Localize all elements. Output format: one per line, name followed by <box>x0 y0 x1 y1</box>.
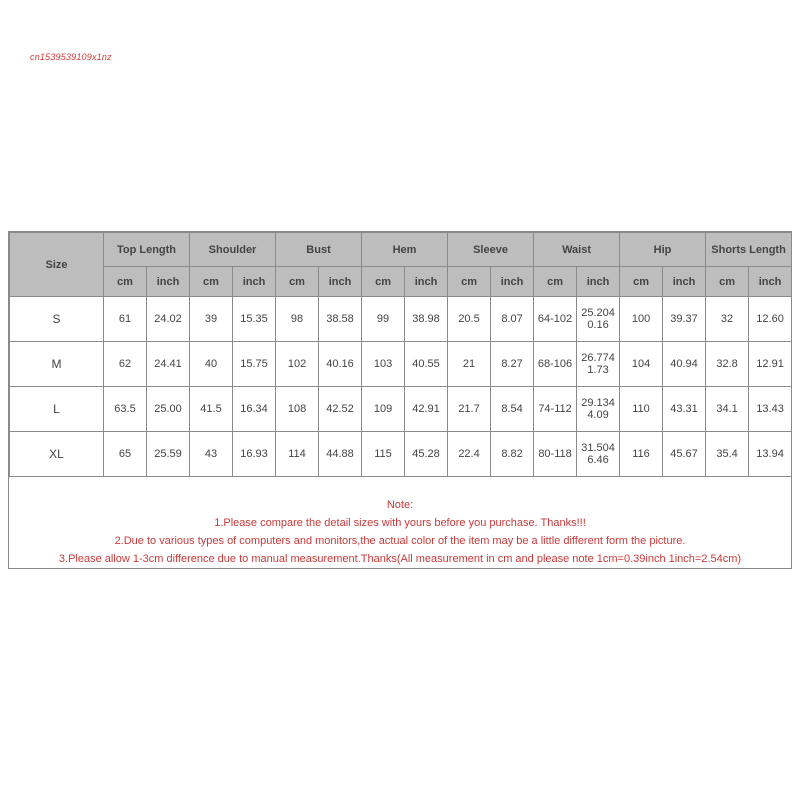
unit-cm: cm <box>448 267 491 297</box>
table-cell: 42.91 <box>405 387 448 432</box>
table-cell: 115 <box>362 432 405 477</box>
unit-inch: inch <box>491 267 534 297</box>
table-cell: 62 <box>104 342 147 387</box>
table-cell: 99 <box>362 297 405 342</box>
table-cell: 109 <box>362 387 405 432</box>
size-label: S <box>10 297 104 342</box>
column-bust: Bust <box>276 233 362 267</box>
table-cell: 8.54 <box>491 387 534 432</box>
table-cell: 15.35 <box>233 297 276 342</box>
notes-section <box>9 496 791 568</box>
note-line-1: 1.Please compare the detail sizes with yours before you purchase. Thanks!!! <box>214 517 586 529</box>
table-cell: 38.98 <box>405 297 448 342</box>
unit-cm: cm <box>534 267 577 297</box>
unit-cm: cm <box>362 267 405 297</box>
header-row <box>10 233 792 267</box>
table-cell: 80-118 <box>534 432 577 477</box>
column-top-length: Top Length <box>104 233 190 267</box>
size-header: Size <box>10 233 104 297</box>
table-cell: 8.27 <box>491 342 534 387</box>
table-cell: 31.5046.46 <box>577 432 620 477</box>
table-cell: 20.5 <box>448 297 491 342</box>
table-cell: 29.1344.09 <box>577 387 620 432</box>
column-shoulder: Shoulder <box>190 233 276 267</box>
table-cell: 116 <box>620 432 663 477</box>
unit-inch: inch <box>147 267 190 297</box>
table-cell: 40 <box>190 342 233 387</box>
table-cell: 15.75 <box>233 342 276 387</box>
size-label: L <box>10 387 104 432</box>
table-cell: 43 <box>190 432 233 477</box>
size-chart <box>8 231 792 569</box>
table-cell: 34.1 <box>706 387 749 432</box>
table-cell: 64-102 <box>534 297 577 342</box>
table-cell: 25.00 <box>147 387 190 432</box>
table-cell: 40.16 <box>319 342 362 387</box>
table-cell: 114 <box>276 432 319 477</box>
seller-watermark: cn1539539109x1nz <box>30 52 112 62</box>
table-cell: 39 <box>190 297 233 342</box>
table-cell: 16.93 <box>233 432 276 477</box>
table-cell: 21.7 <box>448 387 491 432</box>
note-line-3: 3.Please allow 1-3cm difference due to manual measurement.Thanks(All measurement in cm and please note 1cm=0.39inch 1inch=2.54cm) <box>58 553 742 565</box>
table-cell: 42.52 <box>319 387 362 432</box>
table-cell: 22.4 <box>448 432 491 477</box>
column-hip: Hip <box>620 233 706 267</box>
table-cell: 104 <box>620 342 663 387</box>
table-cell: 45.67 <box>663 432 706 477</box>
table-cell: 43.31 <box>663 387 706 432</box>
unit-cm: cm <box>620 267 663 297</box>
column-waist: Waist <box>534 233 620 267</box>
table-cell: 103 <box>362 342 405 387</box>
table-cell: 13.94 <box>749 432 792 477</box>
size-label: XL <box>10 432 104 477</box>
table-cell: 8.07 <box>491 297 534 342</box>
table-cell: 21 <box>448 342 491 387</box>
table-cell: 108 <box>276 387 319 432</box>
size-table <box>9 232 792 477</box>
table-cell: 102 <box>276 342 319 387</box>
table-cell: 74-112 <box>534 387 577 432</box>
note-line-2: 2.Due to various types of computers and monitors,the actual color of the item may be a little different form the picture. <box>114 535 686 547</box>
table-cell: 25.2040.16 <box>577 297 620 342</box>
table-cell: 32 <box>706 297 749 342</box>
table-row <box>10 297 792 342</box>
column-shorts-length: Shorts Length <box>706 233 792 267</box>
table-cell: 35.4 <box>706 432 749 477</box>
table-cell: 8.82 <box>491 432 534 477</box>
unit-cm: cm <box>190 267 233 297</box>
unit-cm: cm <box>104 267 147 297</box>
table-cell: 25.59 <box>147 432 190 477</box>
unit-inch: inch <box>405 267 448 297</box>
table-cell: 63.5 <box>104 387 147 432</box>
table-cell: 24.41 <box>147 342 190 387</box>
table-cell: 12.60 <box>749 297 792 342</box>
unit-cm: cm <box>706 267 749 297</box>
table-cell: 110 <box>620 387 663 432</box>
table-cell: 98 <box>276 297 319 342</box>
column-sleeve: Sleeve <box>448 233 534 267</box>
table-row <box>10 432 792 477</box>
table-cell: 13.43 <box>749 387 792 432</box>
table-cell: 40.55 <box>405 342 448 387</box>
table-cell: 65 <box>104 432 147 477</box>
unit-row <box>10 267 792 297</box>
table-cell: 41.5 <box>190 387 233 432</box>
unit-inch: inch <box>319 267 362 297</box>
table-cell: 100 <box>620 297 663 342</box>
table-cell: 45.28 <box>405 432 448 477</box>
unit-cm: cm <box>276 267 319 297</box>
table-cell: 39.37 <box>663 297 706 342</box>
table-row <box>10 342 792 387</box>
unit-inch: inch <box>233 267 276 297</box>
table-cell: 38.58 <box>319 297 362 342</box>
table-row <box>10 387 792 432</box>
notes-title: Note: <box>386 499 414 511</box>
unit-inch: inch <box>577 267 620 297</box>
table-cell: 24.02 <box>147 297 190 342</box>
table-cell: 32.8 <box>706 342 749 387</box>
table-cell: 44.88 <box>319 432 362 477</box>
table-cell: 12.91 <box>749 342 792 387</box>
size-label: M <box>10 342 104 387</box>
column-hem: Hem <box>362 233 448 267</box>
table-cell: 16.34 <box>233 387 276 432</box>
table-cell: 68-106 <box>534 342 577 387</box>
table-cell: 61 <box>104 297 147 342</box>
unit-inch: inch <box>663 267 706 297</box>
table-cell: 40.94 <box>663 342 706 387</box>
unit-inch: inch <box>749 267 792 297</box>
table-cell: 26.7741.73 <box>577 342 620 387</box>
